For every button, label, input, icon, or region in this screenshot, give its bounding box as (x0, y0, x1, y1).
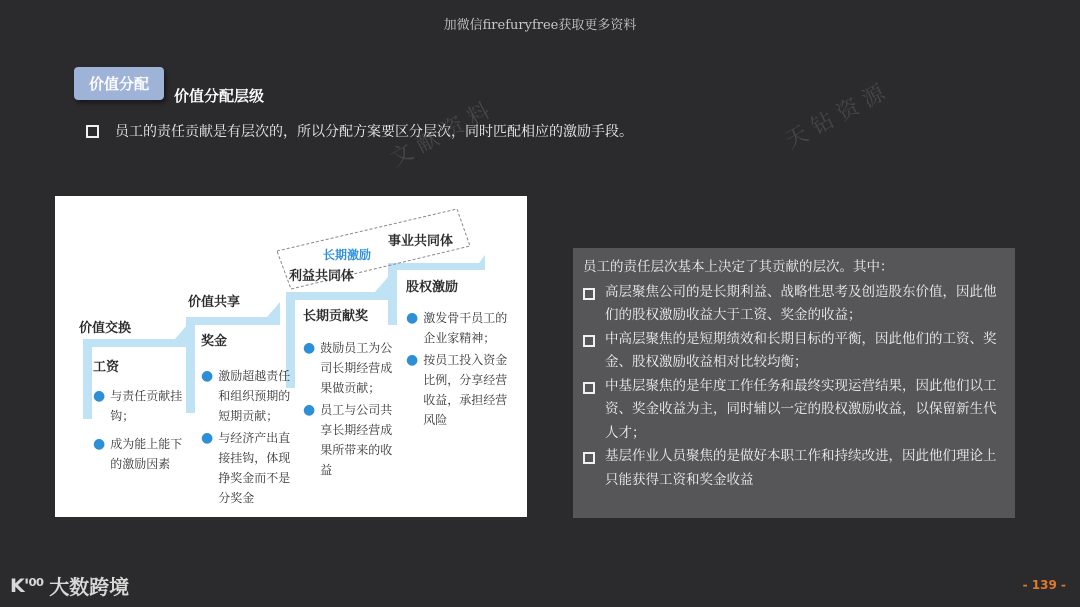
level1-bullets (93, 386, 183, 474)
level2-title: 价值共享 (188, 295, 241, 310)
level2-label: 奖金 (201, 334, 228, 349)
step-riser-4 (388, 263, 397, 325)
bullet-icon: ● (201, 368, 214, 384)
level3-label: 长期贡献奖 (303, 309, 369, 324)
list-item: ● 激发骨干员工的企业家精神； (406, 308, 516, 348)
level1-title: 价值交换 (79, 321, 132, 336)
intro-text: 员工的责任贡献是有层次的，所以分配方案要区分层次，同时匹配相应的激励手段。 (115, 124, 633, 140)
value-distribution-diagram (55, 196, 527, 517)
step-bar-4 (388, 255, 485, 270)
level3-title: 利益共同体 (289, 269, 355, 284)
watermark: 文 献 资 料 (386, 98, 495, 172)
logo-text: 大数跨境 (49, 575, 130, 599)
bullet-icon: ● (303, 340, 316, 356)
textbox-lead: 员工的责任层次基本上决定了其贡献的层次。其中： (583, 259, 894, 275)
explanation-textbox (573, 248, 1015, 518)
list-item: 中高层聚焦的是短期绩效和长期目标的平衡，因此他们的工资、奖金、股权激励收益相对比较均衡； (583, 328, 1001, 375)
step-riser-2 (186, 317, 195, 413)
list-item: ● 激励超越责任和组织预期的短期贡献； (201, 366, 293, 426)
step-riser-1 (83, 339, 92, 419)
section-tag: 价值分配 (74, 67, 164, 100)
watermark: 天 钻 资 源 (781, 80, 890, 154)
bullet-icon: ● (406, 352, 419, 368)
section-title: 价值分配层级 (174, 87, 265, 105)
checkbox-square-icon (583, 382, 595, 394)
checkbox-square-icon (583, 452, 595, 464)
brand-logo (10, 571, 129, 600)
bullet-icon: ● (93, 436, 106, 452)
top-banner-text: 加微信firefuryfree获取更多资料 (443, 18, 637, 33)
logo-mark-icon: K'⁰⁰ (10, 574, 44, 597)
checkbox-square-icon (583, 288, 595, 300)
list-item: 基层作业人员聚焦的是做好本职工作和持续改进，因此他们理论上只能获得工资和奖金收益 (583, 445, 1001, 492)
bullet-icon: ● (93, 388, 106, 404)
level2-bullets (201, 366, 293, 508)
bullet-icon: ● (201, 430, 214, 446)
intro-line (86, 121, 633, 141)
level4-tag: 长期激励 (323, 248, 372, 262)
list-item: ● 成为能上能下的激励因素 (93, 434, 183, 474)
bullet-icon: ● (406, 310, 419, 326)
list-item: ● 与责任贡献挂钩； (93, 386, 183, 426)
list-item: ● 员工与公司共享长期经营成果所带来的收益 (303, 400, 397, 480)
list-item: 高层聚焦公司的是长期利益、战略性思考及创造股东价值，因此他们的股权激励收益大于工资、奖金的收益； (583, 281, 1001, 328)
level1-label: 工资 (93, 360, 120, 375)
list-item: 中基层聚焦的是年度工作任务和最终实现运营结果，因此他们以工资、奖金收益为主，同时辅以一定的股权激励收益，以保留新生代人才； (583, 375, 1001, 446)
list-item: ● 与经济产出直接挂钩，体现挣奖金而不是分奖金 (201, 428, 293, 508)
bullet-icon: ● (303, 402, 316, 418)
list-item: ● 鼓励员工为公司长期经营成果做贡献； (303, 338, 397, 398)
list-item: ● 按员工投入资金比例，分享经营收益，承担经营风险 (406, 350, 516, 430)
page-number: - 139 - (1022, 578, 1066, 592)
checkbox-square-icon (86, 125, 99, 138)
checkbox-square-icon (583, 335, 595, 347)
level4-title: 事业共同体 (388, 234, 454, 249)
level3-bullets (303, 338, 397, 480)
level4-label: 股权激励 (406, 280, 459, 295)
level4-bullets (406, 308, 516, 430)
